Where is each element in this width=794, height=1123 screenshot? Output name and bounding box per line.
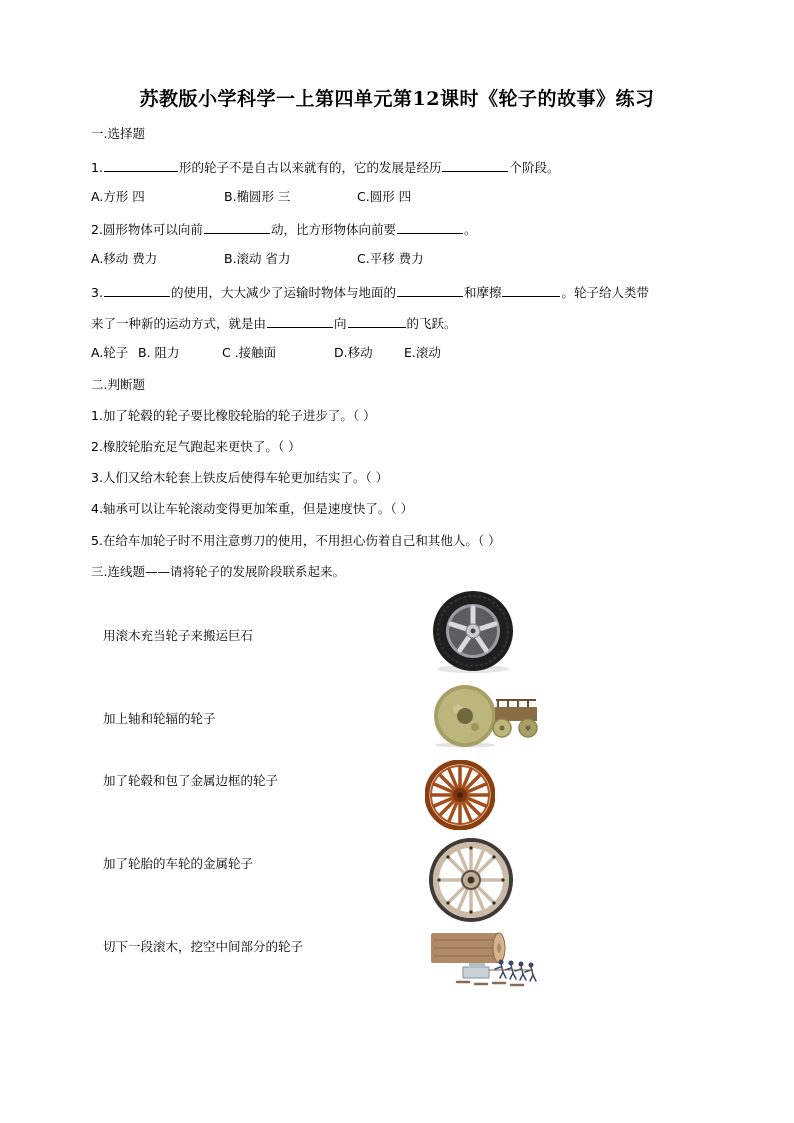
question-2: [91, 220, 476, 238]
q3-number: 3.: [91, 285, 103, 300]
q1-text-2: 个阶段。: [509, 160, 560, 175]
section1-heading: 一.选择题: [91, 126, 145, 141]
judge-item-1: 1.加了轮毂的轮子要比橡胶轮胎的轮子进步了。（ ）: [91, 408, 376, 423]
q3-option-d: D.移动: [334, 345, 373, 360]
q1-blank-2: [442, 158, 508, 172]
q3-text-6: 的飞跃。: [406, 316, 457, 331]
section3-heading: 三.连线题——请将轮子的发展阶段联系起来。: [91, 564, 345, 579]
q1-options: [91, 189, 411, 205]
q2-text-1: 2.圆形物体可以向前: [91, 222, 203, 237]
q2-text-2: 动，比方形物体向前要: [270, 222, 396, 237]
judge-item-4: 4.轴承可以让车轮滚动变得更加笨重，但是速度快了。（ ）: [91, 501, 414, 516]
q3-text-5: 向: [334, 316, 347, 331]
q1-text-1: 形的轮子不是自古以来就有的，它的发展是经历: [178, 160, 442, 175]
match-label-3: 加了轮毂和包了金属边框的轮子: [103, 773, 279, 788]
q2-option-c: C.平移 费力: [357, 251, 424, 266]
match-label-5: 切下一段滚木，挖空中间部分的轮子: [103, 939, 304, 954]
q1-option-a: A.方形 四: [91, 189, 145, 204]
q2-option-b: B.滚动 省力: [224, 251, 291, 266]
q1-option-c: C.圆形 四: [357, 189, 412, 204]
page-title: 苏教版小学科学一上第四单元第12课时《轮子的故事》练习: [139, 88, 655, 110]
section2-heading: 二.判断题: [91, 377, 145, 392]
q3-option-e: E.滚动: [404, 345, 441, 360]
q1-blank-1: [104, 158, 178, 172]
question-3-line-2: [91, 314, 457, 332]
judge-item-5: 5.在给车加轮子时不用注意剪刀的使用，不用担心伤着自己和其他人。（ ）: [91, 533, 501, 548]
q3-option-c: C .接触面: [222, 345, 277, 360]
q3-text-2: 和摩擦: [463, 285, 502, 300]
q2-options: [91, 251, 424, 267]
q3-text-3: 。轮子给人类带: [561, 285, 649, 300]
q2-text-3: 。: [463, 222, 477, 237]
match-label-1: 用滚木充当轮子来搬运巨石: [103, 628, 254, 643]
q3-text-1: 的使用，大大减少了运输时物体与地面的: [170, 285, 396, 300]
judge-item-2: 2.橡胶轮胎充足气跑起来更快了。（ ）: [91, 439, 301, 454]
q1-option-b: B.椭圆形 三: [224, 189, 291, 204]
log-rollers-image: [425, 930, 547, 988]
match-label-2: 加上轴和轮辐的轮子: [103, 711, 216, 726]
question-1: [91, 158, 559, 176]
stone-wheel-cart-image: [430, 683, 540, 748]
match-label-4: 加了轮胎的车轮的金属轮子: [103, 856, 254, 871]
q3-blank-4: [267, 314, 333, 328]
wooden-spoked-wheel-image: [425, 760, 495, 830]
q3-option-b: B. 阻力: [138, 345, 180, 360]
q3-options: [91, 345, 441, 361]
q2-blank-2: [397, 220, 463, 234]
q2-option-a: A.移动 费力: [91, 251, 158, 266]
q1-number: 1.: [91, 160, 103, 175]
q3-blank-1: [104, 283, 170, 297]
q3-blank-3: [502, 283, 560, 297]
rubber-tire-image: [428, 589, 518, 674]
question-3: [91, 283, 649, 301]
q2-blank-1: [204, 220, 270, 234]
metal-rim-wheel-image: [428, 837, 514, 923]
q3-blank-5: [348, 314, 406, 328]
q3-option-a: A.轮子: [91, 345, 129, 360]
q3-text-4: 来了一种新的运动方式，就是由: [91, 316, 267, 331]
judge-item-3: 3.人们又给木轮套上铁皮后使得车轮更加结实了。（ ）: [91, 470, 389, 485]
q3-blank-2: [397, 283, 463, 297]
